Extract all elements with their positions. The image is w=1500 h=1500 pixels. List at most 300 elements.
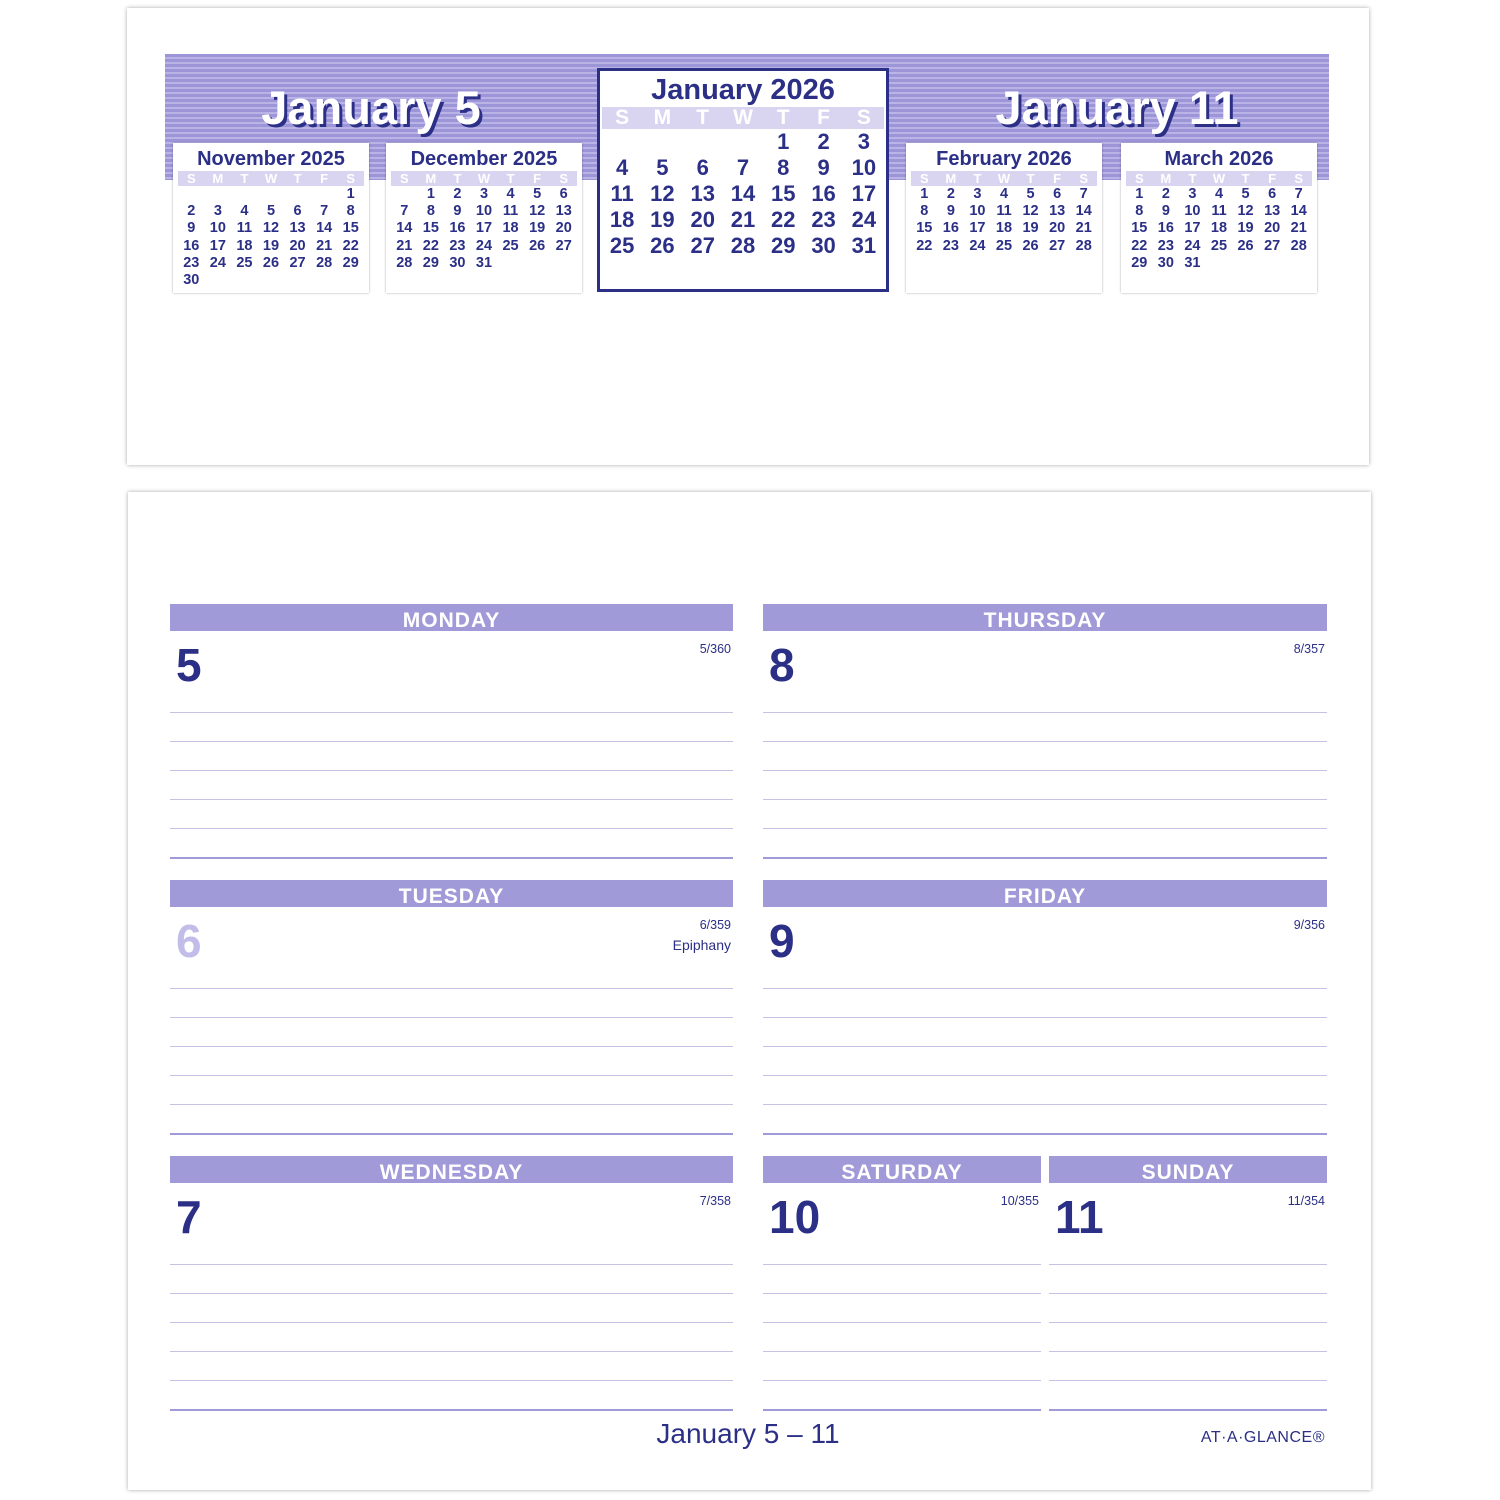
- date-cell: 20: [555, 220, 572, 237]
- empty-cell: [284, 186, 311, 203]
- weekday-letter: M: [1160, 171, 1172, 186]
- bottom-page: [128, 492, 1371, 1490]
- weekday-letter: M: [212, 171, 224, 186]
- date-cell: 24: [969, 237, 986, 254]
- top-page: [127, 8, 1369, 465]
- writing-line: [170, 1380, 733, 1381]
- date-cell: 25: [1210, 237, 1228, 254]
- date-cell: 23: [811, 207, 836, 232]
- weekday-letter: S: [615, 106, 630, 129]
- date-cell: 29: [1131, 254, 1148, 271]
- empty-cell: [284, 272, 311, 289]
- weekday-letter: S: [1134, 171, 1144, 186]
- date-cell: 20: [690, 207, 715, 232]
- writing-line: [763, 799, 1327, 800]
- date-cell: 14: [730, 181, 756, 206]
- writing-line: [763, 1380, 1041, 1381]
- week-row: [391, 203, 577, 220]
- empty-cell: [1232, 255, 1259, 272]
- date-cell: 18: [995, 220, 1013, 237]
- date-cell: 22: [771, 207, 796, 232]
- date-cell: 21: [396, 237, 413, 254]
- weekday-letter: T: [453, 171, 462, 186]
- weekday-letter: T: [506, 171, 515, 186]
- date-cell: 11: [610, 181, 634, 206]
- weekday-letter: M: [425, 171, 437, 186]
- mini-month: [173, 143, 369, 293]
- date-cell: 17: [969, 220, 986, 237]
- weekday-letter: T: [973, 171, 982, 186]
- date-cell: 29: [422, 254, 439, 271]
- date-cell: 17: [475, 220, 493, 237]
- date-cell: 3: [973, 186, 982, 202]
- mini-month: [1121, 143, 1317, 293]
- empty-cell: [683, 129, 723, 155]
- date-cell: 7: [400, 203, 409, 220]
- date-cell: 16: [449, 220, 466, 237]
- date-cell: 10: [969, 203, 986, 220]
- weekday-letter: F: [533, 171, 542, 186]
- date-cell: 16: [942, 220, 959, 237]
- day-block-wednesday[interactable]: [170, 1156, 733, 1414]
- day-header: SATURDAY: [763, 1156, 1041, 1183]
- empty-cell: [178, 186, 205, 203]
- date-cell: 19: [650, 207, 675, 232]
- date-cell: 15: [422, 220, 439, 237]
- date-cell: 25: [236, 254, 253, 271]
- weekday-letter: F: [1268, 171, 1277, 186]
- weekday-letter: M: [653, 106, 672, 129]
- date-cell: 24: [475, 237, 493, 254]
- weekday-letter: S: [919, 171, 929, 186]
- date-cell: 13: [555, 203, 572, 220]
- weekday-header-row: [391, 171, 577, 186]
- date-cell: 9: [453, 203, 462, 220]
- writing-line: [170, 1409, 733, 1411]
- date-cell: 31: [475, 254, 493, 271]
- date-cell: 20: [1264, 220, 1281, 237]
- weekday-letter: S: [186, 171, 196, 186]
- week-row: [178, 255, 364, 272]
- empty-cell: [205, 186, 232, 203]
- date-cell: 31: [1184, 254, 1201, 271]
- date-cell: 14: [1290, 203, 1307, 220]
- date-cell: 6: [293, 203, 302, 220]
- date-cell: 6: [696, 155, 709, 180]
- date-cell: 8: [1135, 203, 1144, 220]
- date-cell: 14: [1075, 203, 1092, 220]
- week-row: [911, 220, 1097, 237]
- date-cell: 18: [502, 220, 519, 237]
- date-cell: 12: [1237, 203, 1254, 220]
- date-cell: 13: [1049, 203, 1066, 220]
- date-cell: 10: [475, 203, 493, 220]
- mini-month: [386, 143, 582, 293]
- date-cell: 28: [730, 233, 756, 258]
- writing-line: [170, 1322, 733, 1323]
- date-cell: 15: [342, 220, 359, 237]
- date-cell: 28: [1075, 237, 1092, 254]
- date-cell: 1: [777, 129, 790, 154]
- date-cell: 30: [1157, 254, 1174, 271]
- weekday-letter: S: [559, 171, 569, 186]
- date-cell: 10: [1184, 203, 1201, 220]
- date-cell: 7: [1079, 186, 1088, 202]
- right-date-heading: January 11: [995, 81, 1239, 134]
- date-cell: 29: [342, 254, 359, 271]
- day-header: TUESDAY: [170, 880, 733, 907]
- date-cell: 18: [236, 237, 253, 254]
- writing-line: [170, 1046, 733, 1047]
- weekday-letter: W: [997, 171, 1011, 186]
- date-cell: 21: [1290, 220, 1307, 237]
- date-cell: 25: [995, 237, 1013, 254]
- empty-cell: [524, 255, 551, 272]
- date-cell: 14: [316, 220, 333, 237]
- date-cell: 21: [1075, 220, 1092, 237]
- weekday-letter: S: [346, 171, 356, 186]
- date-cell: 19: [262, 237, 280, 254]
- writing-line: [170, 988, 733, 989]
- day-of-year: 7/358: [699, 1194, 731, 1208]
- empty-cell: [602, 129, 642, 155]
- date-cell: 12: [1022, 203, 1039, 220]
- date-cell: 10: [851, 155, 877, 180]
- date-cell: 4: [1214, 186, 1224, 202]
- week-row: [602, 155, 884, 181]
- date-cell: 3: [857, 129, 870, 154]
- date-cell: 27: [1264, 237, 1281, 254]
- date-cell: 26: [1237, 237, 1254, 254]
- date-cell: 6: [1053, 186, 1062, 202]
- date-cell: 21: [316, 237, 333, 254]
- week-row: [178, 186, 364, 203]
- date-cell: 12: [262, 220, 280, 237]
- weekday-letter: W: [477, 171, 491, 186]
- date-cell: 15: [916, 220, 933, 237]
- date-cell: 28: [396, 254, 413, 271]
- date-cell: 13: [1264, 203, 1281, 220]
- writing-line: [763, 857, 1327, 859]
- writing-line: [170, 1351, 733, 1352]
- empty-cell: [311, 186, 338, 203]
- date-cell: 14: [396, 220, 413, 237]
- date-cell: 22: [342, 237, 359, 254]
- mini-month-title: December 2025: [410, 148, 558, 170]
- week-row: [391, 238, 577, 255]
- weekday-letter: S: [399, 171, 409, 186]
- writing-line: [170, 770, 733, 771]
- weekday-letter: M: [945, 171, 957, 186]
- weekday-letter: T: [1026, 171, 1035, 186]
- date-cell: 1: [1135, 186, 1144, 202]
- date-cell: 6: [1268, 186, 1277, 202]
- date-cell: 29: [771, 233, 796, 258]
- writing-line: [170, 1017, 733, 1018]
- mini-month-title: March 2026: [1164, 148, 1274, 170]
- writing-line: [1049, 1351, 1327, 1352]
- date-cell: 2: [946, 186, 955, 202]
- date-cell: 17: [851, 181, 877, 206]
- writing-line: [763, 1409, 1041, 1411]
- week-row: [602, 233, 884, 259]
- weekday-letter: T: [776, 106, 790, 129]
- date-cell: 4: [999, 186, 1009, 202]
- writing-line: [763, 712, 1327, 713]
- empty-cell: [391, 186, 418, 203]
- writing-line: [1049, 1293, 1327, 1294]
- date-cell: 30: [183, 271, 200, 288]
- empty-cell: [205, 272, 232, 289]
- date-cell: 21: [730, 207, 756, 232]
- week-row: [391, 255, 577, 272]
- writing-line: [170, 1104, 733, 1105]
- date-cell: 5: [1241, 186, 1250, 202]
- date-cell: 27: [1049, 237, 1066, 254]
- day-number: 10: [769, 1191, 821, 1243]
- date-cell: 26: [529, 237, 546, 254]
- date-cell: 24: [851, 207, 877, 232]
- mini-month-title: February 2026: [936, 148, 1072, 170]
- date-cell: 13: [289, 220, 306, 237]
- day-block-saturday[interactable]: [763, 1156, 1041, 1414]
- day-header: MONDAY: [170, 604, 733, 631]
- date-cell: 8: [777, 155, 790, 180]
- feature-month-calendar: [597, 68, 889, 292]
- weekday-letter: T: [696, 106, 710, 129]
- week-row: [178, 220, 364, 237]
- date-cell: 8: [426, 203, 435, 220]
- writing-line: [763, 1017, 1327, 1018]
- week-range-footer: January 5 – 11: [656, 1418, 840, 1449]
- day-number: 9: [769, 915, 795, 967]
- date-cell: 5: [266, 203, 276, 220]
- day-block-thursday[interactable]: [763, 604, 1327, 862]
- date-cell: 27: [555, 237, 572, 254]
- writing-line: [763, 1046, 1327, 1047]
- weekday-letter: T: [1241, 171, 1250, 186]
- date-cell: 11: [236, 220, 253, 237]
- day-header: WEDNESDAY: [170, 1156, 733, 1183]
- day-number: 8: [769, 639, 795, 691]
- week-row: [911, 203, 1097, 220]
- date-cell: 8: [920, 203, 929, 220]
- writing-line: [763, 1133, 1327, 1135]
- date-cell: 18: [1210, 220, 1228, 237]
- weekday-header-row: [178, 171, 364, 186]
- empty-cell: [231, 186, 258, 203]
- date-cell: 2: [1161, 186, 1170, 202]
- date-cell: 2: [453, 186, 462, 202]
- weekday-letter: F: [817, 106, 830, 129]
- day-number: 6: [176, 915, 202, 967]
- date-cell: 17: [209, 237, 226, 254]
- date-cell: 20: [289, 237, 306, 254]
- date-cell: 15: [771, 181, 796, 206]
- empty-cell: [258, 186, 285, 203]
- week-row: [391, 186, 577, 203]
- date-cell: 22: [916, 237, 933, 254]
- week-row: [602, 207, 884, 233]
- week-row: [1126, 203, 1312, 220]
- date-cell: 26: [650, 233, 675, 258]
- date-cell: 18: [609, 207, 635, 232]
- date-cell: 19: [1022, 220, 1039, 237]
- week-row: [911, 238, 1097, 255]
- date-cell: 4: [506, 186, 515, 202]
- date-cell: 25: [609, 233, 635, 258]
- date-cell: 1: [346, 186, 355, 202]
- date-cell: 9: [946, 203, 955, 220]
- day-of-year: 5/360: [699, 642, 731, 656]
- date-cell: 27: [289, 254, 306, 271]
- date-cell: 9: [817, 155, 830, 180]
- date-cell: 23: [183, 254, 200, 271]
- weekday-letter: T: [240, 171, 249, 186]
- week-row: [1126, 255, 1312, 272]
- writing-line: [763, 1322, 1041, 1323]
- writing-line: [1049, 1322, 1327, 1323]
- date-cell: 17: [1184, 220, 1201, 237]
- writing-line: [763, 770, 1327, 771]
- date-cell: 19: [529, 220, 546, 237]
- writing-line: [763, 828, 1327, 829]
- week-row: [178, 203, 364, 220]
- day-block-monday[interactable]: [170, 604, 733, 862]
- writing-line: [170, 741, 733, 742]
- date-cell: 12: [650, 181, 675, 206]
- empty-cell: [337, 272, 364, 289]
- date-cell: 22: [1131, 237, 1148, 254]
- writing-line: [170, 828, 733, 829]
- date-cell: 22: [422, 237, 439, 254]
- date-cell: 7: [736, 155, 750, 180]
- weekday-header-row: [911, 171, 1097, 186]
- date-cell: 20: [1049, 220, 1066, 237]
- day-of-year: 11/354: [1287, 1194, 1325, 1208]
- date-cell: 23: [449, 237, 466, 254]
- day-of-year: 6/359: [699, 918, 731, 932]
- date-cell: 1: [426, 186, 435, 202]
- date-cell: 5: [656, 155, 669, 180]
- writing-line: [170, 1075, 733, 1076]
- writing-line: [1049, 1264, 1327, 1265]
- day-block-friday[interactable]: [763, 880, 1327, 1138]
- writing-line: [170, 1133, 733, 1135]
- week-row: [178, 272, 364, 289]
- date-cell: 9: [1161, 203, 1170, 220]
- week-row: [602, 129, 884, 155]
- date-cell: 11: [1211, 203, 1227, 220]
- date-cell: 30: [449, 254, 466, 271]
- date-cell: 5: [533, 186, 542, 202]
- weekday-letter: F: [1053, 171, 1062, 186]
- holiday-label: Epiphany: [672, 937, 731, 953]
- day-block-sunday[interactable]: [1049, 1156, 1327, 1414]
- weekday-letter: F: [320, 171, 329, 186]
- mini-month-title: November 2025: [197, 148, 345, 170]
- mini-month: [906, 143, 1102, 293]
- weekday-letter: W: [264, 171, 278, 186]
- date-cell: 11: [502, 203, 519, 220]
- empty-cell: [497, 255, 524, 272]
- week-row: [602, 181, 884, 207]
- week-row: [1126, 238, 1312, 255]
- writing-line: [170, 712, 733, 713]
- date-cell: 24: [1184, 237, 1201, 254]
- empty-cell: [1259, 255, 1286, 272]
- date-cell: 10: [209, 220, 226, 237]
- empty-cell: [311, 272, 338, 289]
- weekday-letter: S: [856, 106, 871, 129]
- day-of-year: 8/357: [1293, 642, 1325, 656]
- writing-line: [763, 1293, 1041, 1294]
- date-cell: 19: [1237, 220, 1254, 237]
- date-cell: 12: [529, 203, 546, 220]
- date-cell: 31: [851, 233, 877, 258]
- date-cell: 1: [920, 186, 929, 202]
- day-number: 5: [176, 639, 202, 691]
- day-block-tuesday[interactable]: [170, 880, 733, 1138]
- date-cell: 23: [1157, 237, 1174, 254]
- day-header: SUNDAY: [1049, 1156, 1327, 1183]
- empty-cell: [550, 255, 577, 272]
- writing-line: [763, 1351, 1041, 1352]
- date-cell: 26: [1022, 237, 1039, 254]
- writing-line: [1049, 1380, 1327, 1381]
- date-cell: 4: [240, 203, 249, 220]
- weekday-header-row: [1126, 171, 1312, 186]
- date-cell: 5: [1026, 186, 1035, 202]
- date-cell: 16: [811, 181, 836, 206]
- writing-line: [763, 741, 1327, 742]
- day-header: THURSDAY: [763, 604, 1327, 631]
- date-cell: 3: [1188, 186, 1197, 202]
- date-cell: 2: [187, 203, 196, 220]
- empty-cell: [1206, 255, 1233, 272]
- empty-cell: [231, 272, 258, 289]
- date-cell: 15: [1131, 220, 1148, 237]
- date-cell: 4: [616, 155, 629, 180]
- day-of-year: 9/356: [1293, 918, 1325, 932]
- date-cell: 7: [1294, 186, 1303, 202]
- date-cell: 28: [1290, 237, 1307, 254]
- date-cell: 30: [811, 233, 836, 258]
- date-cell: 16: [183, 237, 200, 254]
- date-cell: 28: [316, 254, 333, 271]
- empty-cell: [723, 129, 763, 155]
- brand-logo: AT·A·GLANCE®: [1200, 1429, 1325, 1446]
- week-row: [1126, 220, 1312, 237]
- empty-cell: [642, 129, 682, 155]
- weekday-letter: W: [1212, 171, 1226, 186]
- date-cell: 25: [502, 237, 519, 254]
- date-cell: 9: [187, 220, 196, 237]
- writing-line: [170, 1293, 733, 1294]
- date-cell: 26: [262, 254, 280, 271]
- date-cell: 23: [942, 237, 959, 254]
- writing-line: [763, 1104, 1327, 1105]
- date-cell: 7: [320, 203, 329, 220]
- feature-month-title: January 2026: [651, 74, 835, 106]
- week-row: [911, 186, 1097, 203]
- weekday-letter: S: [1079, 171, 1089, 186]
- date-cell: 11: [996, 203, 1012, 220]
- day-header: FRIDAY: [763, 880, 1327, 907]
- writing-line: [763, 988, 1327, 989]
- writing-line: [763, 1075, 1327, 1076]
- date-cell: 3: [213, 203, 222, 220]
